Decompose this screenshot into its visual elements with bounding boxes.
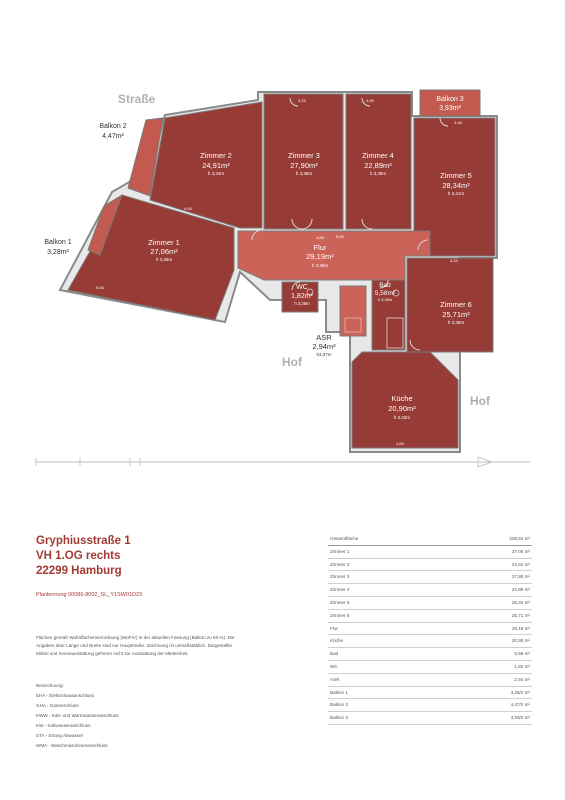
disclaimer-note: Flächen gemäß Wohnflächenverordnung (WoFIV) in der aktuellen Fassung (Balkon zu 50 %). Die Angaben über Länge und Breite sind nur Hauptmaße. Zeichnung ist unmaßstäblich. Dargestellte Möbel und Innenausstattung gehören nicht zur Ausstattung der Mieteinheit. bbox=[36, 635, 235, 656]
svg-text:28,34m²: 28,34m² bbox=[442, 181, 470, 190]
svg-text:Zimmer 2: Zimmer 2 bbox=[200, 151, 232, 160]
svg-text:Balkon 1: Balkon 1 bbox=[44, 239, 72, 246]
legend-item: WMA - Waschmaschinenanschluss bbox=[36, 743, 108, 748]
dimension-label: 4,86 bbox=[316, 235, 324, 240]
svg-text:27,06m²: 27,06m² bbox=[150, 247, 178, 256]
svg-text:h 3,38m: h 3,38m bbox=[294, 301, 310, 306]
dimension-label: 6,46 bbox=[96, 285, 104, 290]
svg-text:Balkon 3: Balkon 3 bbox=[436, 96, 464, 103]
dimension-label: 4,46 bbox=[454, 120, 462, 125]
abbreviation-legend bbox=[36, 681, 119, 751]
svg-text:WC: WC bbox=[296, 284, 308, 291]
table-row: ASR 2,94 m² bbox=[328, 674, 532, 687]
table-row: Zimmer 6 25,71 m² bbox=[328, 610, 532, 623]
dimension-label: 4,95 bbox=[366, 98, 374, 103]
legend-item: EHA - Elektrohausanschluss bbox=[36, 693, 94, 698]
dimension-label: 4,90 bbox=[184, 206, 192, 211]
table-row: WC 1,82 m² bbox=[328, 661, 532, 674]
svg-text:27,90m²: 27,90m² bbox=[290, 161, 318, 170]
svg-text:1,82m²: 1,82m² bbox=[291, 293, 313, 300]
dimension-label: 4,34 bbox=[450, 258, 458, 263]
table-row: Gesamtfläche 228,64 m² bbox=[328, 533, 532, 546]
legend-item: KWW - Kalt- und Warmwasseranschluss bbox=[36, 713, 119, 718]
svg-text:h 3,41m: h 3,41m bbox=[447, 191, 465, 196]
svg-text:Zimmer 1: Zimmer 1 bbox=[148, 238, 180, 247]
street-label: Straße bbox=[118, 92, 156, 106]
address-city: 22299 Hamburg bbox=[36, 565, 122, 577]
courtyard-label: Hof bbox=[282, 355, 302, 369]
area-table bbox=[328, 533, 532, 725]
table-row: Balkon 3 3,93/2 m² bbox=[328, 712, 532, 725]
svg-text:Bad: Bad bbox=[379, 282, 391, 289]
table-row: Flur 29,19 m² bbox=[328, 623, 532, 636]
svg-text:2,94m²: 2,94m² bbox=[312, 342, 336, 351]
svg-text:h 3,39m: h 3,39m bbox=[369, 171, 387, 176]
label-balkon-2 bbox=[99, 123, 126, 140]
legend-item: STA - Strang Abwasser bbox=[36, 733, 84, 738]
svg-text:25,71m²: 25,71m² bbox=[442, 310, 470, 319]
dimension-label: 4,84 bbox=[396, 441, 404, 446]
svg-text:h 3,35m: h 3,35m bbox=[377, 297, 393, 302]
svg-text:20,90m²: 20,90m² bbox=[388, 404, 416, 413]
table-row: Balkon 2 4,47/2 m² bbox=[328, 699, 532, 712]
svg-text:Zimmer 4: Zimmer 4 bbox=[362, 151, 394, 160]
svg-text:h 3,38m: h 3,38m bbox=[447, 320, 465, 325]
svg-text:5,58m²: 5,58m² bbox=[374, 290, 396, 297]
label-balkon-1 bbox=[44, 239, 71, 256]
svg-text:h3,37m: h3,37m bbox=[316, 352, 332, 357]
svg-text:Zimmer 3: Zimmer 3 bbox=[288, 151, 320, 160]
plan-code: Planlennung 00086-8002_SL_Y1SW01D23 bbox=[36, 592, 143, 598]
svg-text:h 3,34m: h 3,34m bbox=[207, 171, 225, 176]
scale-bar bbox=[36, 458, 530, 466]
label-asr bbox=[312, 333, 336, 357]
table-row: Zimmer 5 28,34 m² bbox=[328, 597, 532, 610]
table-row: Zimmer 4 22,89 m² bbox=[328, 584, 532, 597]
svg-text:ASR: ASR bbox=[316, 333, 332, 342]
svg-text:h 3,39m: h 3,39m bbox=[295, 171, 313, 176]
svg-text:Balkon 2: Balkon 2 bbox=[99, 123, 127, 130]
svg-text:3,93m²: 3,93m² bbox=[439, 105, 461, 112]
svg-text:Zimmer 6: Zimmer 6 bbox=[440, 300, 472, 309]
svg-text:h 3,39m: h 3,39m bbox=[311, 263, 329, 268]
table-row: Balkon 1 3,28/2 m² bbox=[328, 687, 532, 700]
svg-text:h 3,33m: h 3,33m bbox=[393, 415, 411, 420]
svg-text:3,28m²: 3,28m² bbox=[47, 249, 69, 256]
room-flur bbox=[238, 231, 430, 280]
unit-location: VH 1.OG rechts bbox=[36, 550, 121, 562]
courtyard-label: Hof bbox=[470, 394, 490, 408]
svg-text:29,19m²: 29,19m² bbox=[306, 252, 334, 261]
room-asr bbox=[340, 286, 366, 336]
svg-text:Zimmer 5: Zimmer 5 bbox=[440, 171, 472, 180]
table-row: Bad 5,58 m² bbox=[328, 648, 532, 661]
table-row: Zimmer 1 27,06 m² bbox=[328, 546, 532, 559]
svg-text:Küche: Küche bbox=[391, 394, 413, 403]
svg-text:24,91m²: 24,91m² bbox=[202, 161, 230, 170]
dimension-label: 5,06 bbox=[336, 234, 344, 239]
table-row: Zimmer 3 27,90 m² bbox=[328, 571, 532, 584]
svg-text:Flur: Flur bbox=[313, 243, 327, 252]
legend-title: Bezeichnung: bbox=[36, 683, 64, 688]
svg-text:22,89m²: 22,89m² bbox=[364, 161, 392, 170]
balcony-3 bbox=[420, 90, 480, 116]
svg-text:h 3,36m: h 3,36m bbox=[155, 257, 173, 262]
svg-text:4,47m²: 4,47m² bbox=[102, 133, 124, 140]
legend-item: KW - Kaltwasseranschluss bbox=[36, 723, 91, 728]
table-row: Zimmer 2 24,91 m² bbox=[328, 559, 532, 572]
legend-item: GHA - Gasanschluss bbox=[36, 703, 79, 708]
address-street: Gryphiusstraße 1 bbox=[36, 535, 131, 547]
dimension-label: 3,33 bbox=[298, 98, 306, 103]
table-row: Küche 20,90 m² bbox=[328, 635, 532, 648]
